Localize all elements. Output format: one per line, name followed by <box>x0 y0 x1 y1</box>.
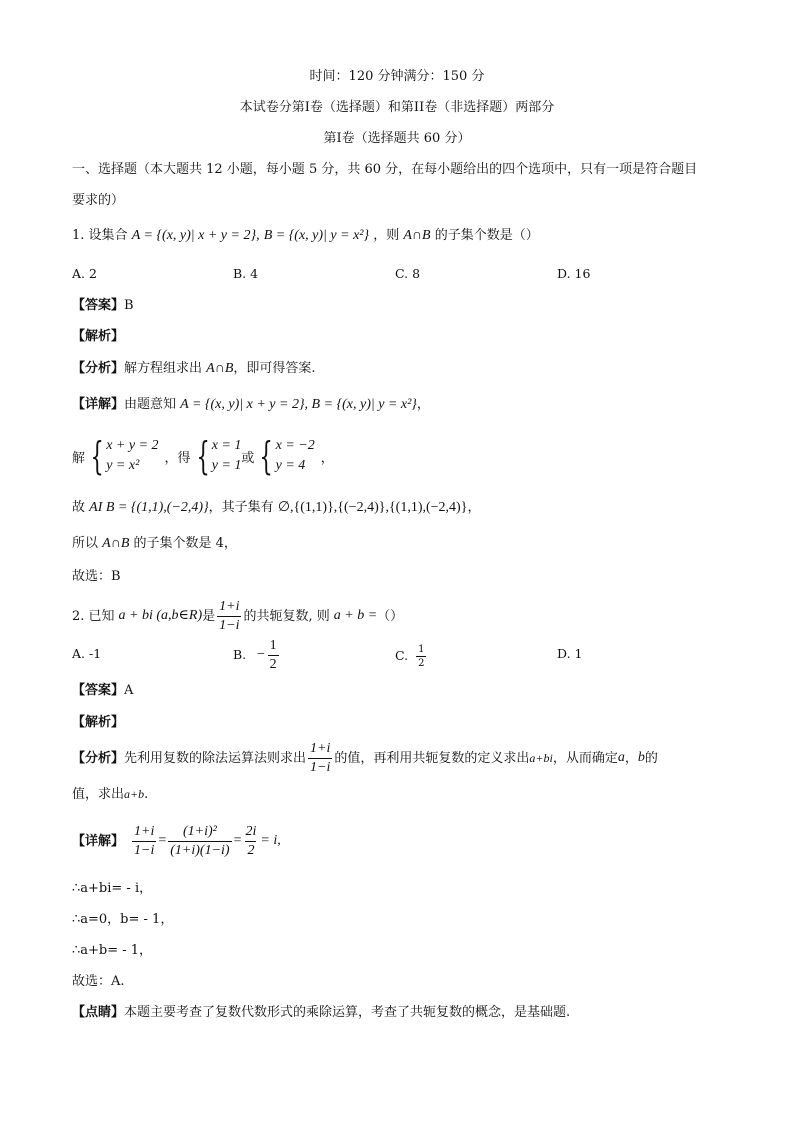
q1-solve-end: ， <box>320 450 334 466</box>
q1-therefore-math: AI B = {(1,1),(−2,4)} <box>89 500 209 515</box>
q2-xiangjie-label: 【详解】 <box>72 833 125 849</box>
q2-analysis-label: 【解析】 <box>72 715 125 730</box>
system3-row2: y = 4 <box>275 458 306 473</box>
q2-fenxi-fraction <box>308 741 332 775</box>
q2-frac-den: 1−i <box>219 617 240 633</box>
q1-option-a: A. 2 <box>72 266 97 281</box>
q1-xiangjie-end: ， <box>416 397 430 412</box>
q2-answer-label: 【答案】 <box>72 683 125 698</box>
q2-option-b-fraction <box>268 638 279 672</box>
q2-fenxi-line2 <box>72 788 148 801</box>
q1-fenxi-text1: 解方程组求出 <box>124 361 203 376</box>
q1-xiangjie-line <box>72 398 430 412</box>
paper-structure-line: 本试卷分第Ⅰ卷（选择题）和第ⅠⅠ卷（非选择题）两部分 <box>239 100 555 115</box>
q1-fenxi-line <box>72 362 316 376</box>
q1-answer-value: B <box>124 298 134 313</box>
system1-row1: x + y = 2 <box>106 438 159 453</box>
system3-brace: { <box>259 434 274 478</box>
q2-fenxi-a: a <box>617 750 625 765</box>
q1-option-b: B. 4 <box>233 266 259 281</box>
q2-calc-num3: 2i <box>245 824 257 840</box>
system2-row1: x = 1 <box>211 438 242 453</box>
q2-fenxi-comma: ， <box>624 750 638 766</box>
q1-solve-get: ，得 <box>164 450 191 466</box>
q2-stem-mid: 的共轭复数, 则 <box>243 608 330 624</box>
q1-set-a: A = {(x, y)| x + y = 2} <box>131 228 257 243</box>
q2-calc-num2: (1+i)² <box>183 824 217 840</box>
section-intro-line2: 要求的） <box>72 193 125 208</box>
q2-answer-value: A <box>124 683 134 698</box>
q2-option-b-sign: − <box>256 647 266 662</box>
q2-xiangjie-line <box>72 818 281 864</box>
q2-choose: 故选：A. <box>72 974 125 989</box>
q2-dianjing-line <box>72 1006 570 1019</box>
q2-step1: ∴a+bi= - i， <box>72 881 153 896</box>
system1 <box>106 438 158 474</box>
q2-calc-fraction2 <box>168 824 231 858</box>
q1-conclusion-line <box>72 537 237 551</box>
q2-fenxi-line <box>72 738 658 778</box>
time-score-line: 时间：120 分钟满分：150 分 <box>309 69 485 84</box>
q2-option-a: A. -1 <box>72 646 102 661</box>
q2-calc-den2: (1+i)(1−i) <box>170 842 230 858</box>
q1-fenxi-text2: ，即可得答案. <box>233 361 316 376</box>
q1-therefore-prefix: 故 <box>72 500 86 515</box>
q2-fenxi-b: b <box>637 750 645 765</box>
q2-option-c-prefix: C. <box>395 647 409 663</box>
system2-brace: { <box>195 434 210 478</box>
q1-conclusion-prefix: 所以 <box>72 536 99 551</box>
q2-dianjing-text: 本题主要考查了复数代数形式的乘除运算，考查了共轭复数的概念，是基础题. <box>124 1005 571 1020</box>
q1-answer-line <box>72 299 134 312</box>
q1-stem-suffix: ，则 <box>373 228 400 243</box>
q2-stem-end: （） <box>377 608 404 624</box>
q2-calc-eq2: = <box>233 833 242 848</box>
q2-option-c-num: 1 <box>418 643 425 655</box>
part1-title: 第Ⅰ卷（选择题共 60 分） <box>323 131 471 146</box>
q2-frac-num: 1+i <box>219 599 240 615</box>
q2-step3: ∴a+b= - 1， <box>72 943 153 958</box>
q2-calc-den1: 1−i <box>134 842 155 858</box>
q1-set-b: B = {(x, y)| y = x²} <box>263 228 370 243</box>
q1-answer-label: 【答案】 <box>72 298 125 313</box>
q1-solve-or: 或 <box>241 450 255 466</box>
q2-fenxi-den: 1−i <box>310 759 331 775</box>
q2-option-c-den: 2 <box>418 657 425 669</box>
system2 <box>212 438 242 474</box>
q1-therefore-line <box>72 501 480 515</box>
q2-calc-fraction3 <box>244 824 259 858</box>
q2-fenxi-text2: 的值，再利用共轭复数的定义求出 <box>334 750 530 766</box>
q2-stem-fraction <box>217 599 241 633</box>
q2-dianjing-label: 【点睛】 <box>72 1005 125 1020</box>
q2-fenxi-line2-text: 值，求出 <box>72 787 125 802</box>
q1-solve-line <box>72 436 334 476</box>
q2-fenxi-label: 【分析】 <box>72 750 125 766</box>
q1-solve-prefix: 解 <box>72 450 86 466</box>
q2-calc-num1: 1+i <box>134 824 155 840</box>
q2-option-b-prefix: B. <box>233 646 247 662</box>
q1-conclusion-text: 的子集个数是 4， <box>133 536 237 551</box>
q2-fenxi-text3: ，从而确定 <box>552 750 618 766</box>
q1-intersection: A∩B <box>403 228 431 243</box>
q1-choose: 故选：B <box>72 569 121 584</box>
q2-fenxi-text1: 先利用复数的除法运算法则求出 <box>124 750 307 766</box>
system1-brace: { <box>90 434 104 478</box>
q2-option-d: D. 1 <box>557 646 583 661</box>
q1-option-c: C. 8 <box>395 266 421 281</box>
q2-fenxi-num: 1+i <box>310 741 331 757</box>
q2-step2: ∴a=0，b= - 1， <box>72 912 174 927</box>
q1-stem: 1. 设集合 A = {(x, y)| x + y = 2}, B = {(x, y)| y = x²} ，则 A∩B 的子集个数是（） <box>72 228 539 243</box>
q1-fenxi-label: 【分析】 <box>72 361 125 376</box>
q2-stem-math2: a + b = <box>333 608 378 623</box>
q2-option-b-num: 1 <box>269 638 277 654</box>
q2-stem-math: a + bi (a,b∈R) <box>118 608 203 623</box>
q1-stem-end: 的子集个数是（） <box>434 228 539 243</box>
q2-answer-line <box>72 684 133 697</box>
q1-xiangjie-label: 【详解】 <box>72 397 125 412</box>
q1-therefore-end: ， <box>467 500 481 515</box>
q2-stem <box>72 596 403 636</box>
q1-subsets-math: ∅,{(1,1)},{(−2,4)},{(1,1),(−2,4)} <box>277 500 468 515</box>
system3 <box>276 438 315 474</box>
q2-stem-is: 是 <box>202 608 216 624</box>
q1-fenxi-math: A∩B <box>206 361 234 376</box>
q2-fenxi-apb: a+b <box>124 787 145 801</box>
q2-calc-fraction1 <box>132 824 156 858</box>
q2-fenxi-abi: a+bi <box>529 751 553 765</box>
q2-fenxi-text4: 的 <box>644 750 658 766</box>
q1-xiangjie-text: 由题意知 <box>124 397 177 412</box>
q2-option-c-fraction <box>416 644 426 669</box>
q1-stem-prefix: 1. 设集合 <box>72 228 128 243</box>
q1-therefore-mid: ，其子集有 <box>208 500 274 515</box>
q1-xiangjie-math: A = {(x, y)| x + y = 2}, B = {(x, y)| y = x²} <box>180 397 417 412</box>
q2-option-c <box>395 640 428 672</box>
q2-option-b <box>233 636 281 674</box>
q1-analysis-label: 【解析】 <box>72 329 125 344</box>
q1-conclusion-math: A∩B <box>102 536 130 551</box>
q2-calc-eq1: = <box>158 833 167 848</box>
q2-calc-end: = i, <box>260 833 281 848</box>
system3-row1: x = −2 <box>275 438 315 453</box>
q2-fenxi-period: . <box>144 787 149 802</box>
q2-option-b-den: 2 <box>269 656 277 672</box>
q2-calc-den3: 2 <box>247 842 255 858</box>
q2-stem-prefix: 2. 已知 <box>72 608 115 624</box>
system1-row2: y = x² <box>106 458 140 473</box>
q1-option-d: D. 16 <box>557 266 591 281</box>
system2-row2: y = 1 <box>211 458 242 473</box>
section-intro-line1: 一、选择题（本大题共 12 小题，每小题 5 分，共 60 分，在每小题给出的四个选项中，只有一项是符合题目 <box>72 162 698 177</box>
